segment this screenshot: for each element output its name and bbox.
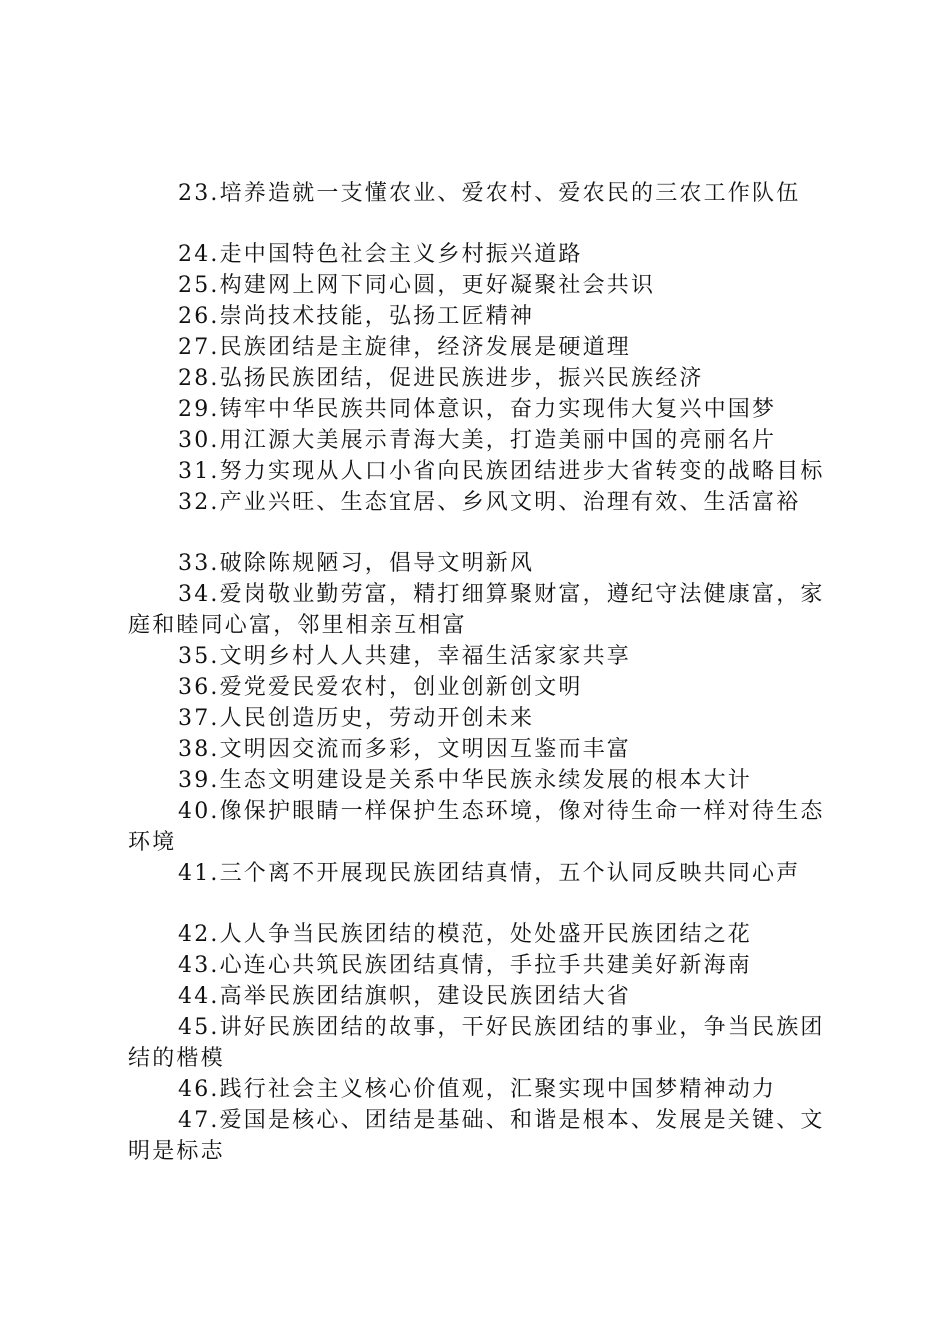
slogan-item-42: 42.人人争当民族团结的模范，处处盛开民族团结之花 [178, 922, 752, 947]
slogan-item-26: 26.崇尚技术技能，弘扬工匠精神 [178, 304, 535, 329]
slogan-item-39: 39.生态文明建设是关系中华民族永续发展的根本大计 [178, 768, 752, 793]
slogan-item-23: 23.培养造就一支懂农业、爱农村、爱农民的三农工作队伍 [178, 181, 801, 206]
slogan-item-43: 43.心连心共筑民族团结真情，手拉手共建美好新海南 [178, 953, 752, 978]
slogan-item-30: 30.用江源大美展示青海大美，打造美丽中国的亮丽名片 [178, 428, 777, 453]
slogan-item-37: 37.人民创造历史，劳动开创未来 [178, 706, 535, 731]
slogan-item-46: 46.践行社会主义核心价值观，汇聚实现中国梦精神动力 [178, 1077, 777, 1102]
slogan-item-25: 25.构建网上网下同心圆，更好凝聚社会共识 [178, 273, 656, 298]
slogan-item-47: 47.爱国是核心、团结是基础、和谐是根本、发展是关键、文明是标志 [128, 1108, 825, 1164]
slogan-item-31: 31.努力实现从人口小省向民族团结进步大省转变的战略目标 [178, 459, 825, 484]
slogan-list [128, 178, 832, 1167]
slogan-item-24: 24.走中国特色社会主义乡村振兴道路 [178, 242, 583, 267]
slogan-item-40: 40.像保护眼睛一样保护生态环境，像对待生命一样对待生态环境 [128, 799, 825, 855]
slogan-item-32: 32.产业兴旺、生态宜居、乡风文明、治理有效、生活富裕 [178, 490, 801, 515]
slogan-item-36: 36.爱党爱民爱农村，创业创新创文明 [178, 675, 583, 700]
slogan-item-45: 45.讲好民族团结的故事，干好民族团结的事业，争当民族团结的楷模 [128, 1015, 825, 1071]
slogan-item-27: 27.民族团结是主旋律，经济发展是硬道理 [178, 335, 631, 360]
slogan-item-44: 44.高举民族团结旗帜，建设民族团结大省 [178, 984, 631, 1009]
slogan-item-29: 29.铸牢中华民族共同体意识，奋力实现伟大复兴中国梦 [178, 397, 777, 422]
slogan-item-35: 35.文明乡村人人共建，幸福生活家家共享 [178, 644, 631, 669]
slogan-item-34: 34.爱岗敬业勤劳富，精打细算聚财富，遵纪守法健康富，家庭和睦同心富，邻里相亲互相富 [128, 582, 825, 638]
slogan-item-41: 41.三个离不开展现民族团结真情，五个认同反映共同心声 [178, 861, 801, 886]
slogan-item-28: 28.弘扬民族团结，促进民族进步，振兴民族经济 [178, 366, 704, 391]
slogan-item-38: 38.文明因交流而多彩，文明因互鉴而丰富 [178, 737, 631, 762]
slogan-item-33: 33.破除陈规陋习，倡导文明新风 [178, 551, 535, 576]
